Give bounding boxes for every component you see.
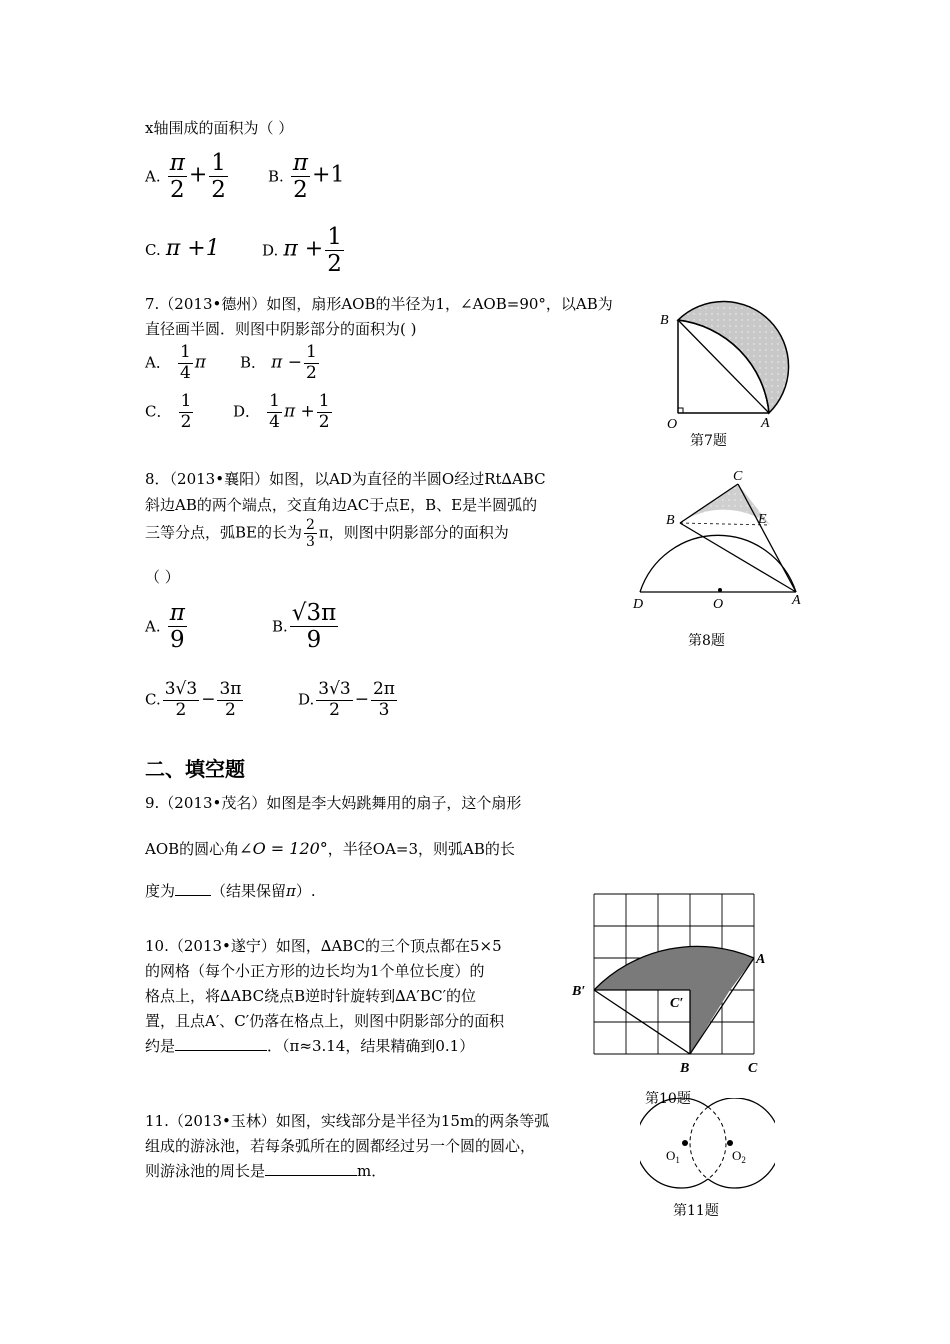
label-o: O bbox=[713, 597, 724, 612]
text: 则游泳池的周长是 bbox=[145, 1162, 266, 1180]
answer-blank[interactable] bbox=[175, 1050, 267, 1051]
q7-option-b bbox=[240, 343, 321, 383]
segment-ba bbox=[680, 523, 796, 592]
option-label: A． bbox=[145, 353, 171, 372]
center-o2 bbox=[727, 1140, 733, 1146]
fraction: $\frac{3√3}{2}$ bbox=[164, 679, 198, 720]
q8-option-b bbox=[272, 600, 340, 654]
q7-option-d bbox=[233, 392, 334, 432]
center-point bbox=[718, 588, 722, 592]
option-label: C. bbox=[145, 241, 161, 259]
q7-line2: 直径画半圆．则图中阴影部分的面积为( ) bbox=[145, 320, 417, 338]
label-c-prime: C′ bbox=[670, 996, 684, 1011]
q8-line2: 斜边AB的两个端点，交直角边AC于点E，B、E是半圆弧的 bbox=[145, 496, 538, 514]
option-label: A. bbox=[145, 167, 161, 186]
segment-be bbox=[680, 523, 770, 525]
text: m． bbox=[357, 1162, 387, 1180]
option-label: D． bbox=[233, 402, 261, 421]
q10-line4: 置，且点A′、C′仍落在格点上，则图中阴影部分的面积 bbox=[145, 1012, 505, 1030]
q8-caption: 第8题 bbox=[688, 633, 725, 649]
label-d: D bbox=[633, 597, 644, 612]
text: ，半径OA=3，则弧AB的长 bbox=[327, 840, 515, 858]
text: AOB的圆心角 bbox=[145, 840, 240, 858]
fraction: $\frac{√3\pi}{9}$ bbox=[291, 600, 337, 654]
expression: +1 bbox=[312, 162, 345, 188]
text: π，则图中阴影部分的面积为 bbox=[318, 523, 509, 542]
expression: π bbox=[194, 352, 206, 373]
semicircle-arc bbox=[640, 535, 796, 592]
q7-option-c bbox=[145, 392, 195, 432]
q8-line1: 8．（2013•襄阳）如图，以AD为直径的半圆O经过Rt∆ABC bbox=[145, 470, 546, 488]
option-label: B． bbox=[240, 353, 267, 372]
fraction: $\frac{2}{3}$ bbox=[305, 517, 315, 551]
label-b: B bbox=[666, 513, 675, 528]
q8-option-a bbox=[145, 600, 189, 654]
label-c: C bbox=[733, 469, 743, 484]
expression: π − bbox=[271, 352, 302, 373]
left-arc-solid bbox=[640, 1098, 708, 1188]
label-a: A bbox=[761, 416, 770, 431]
option-label: C． bbox=[145, 402, 172, 421]
right-arc-dashed bbox=[690, 1107, 708, 1179]
q6-option-d bbox=[262, 224, 346, 278]
q7-line1: 7.（2013•德州）如图，扇形AOB的半径为1，∠AOB=90°，以AB为 bbox=[145, 295, 613, 313]
fraction: $\frac{1}{2}$ bbox=[318, 391, 330, 432]
q10-line1: 10.（2013•遂宁）如图，∆ABC的三个顶点都在5×5 bbox=[145, 937, 502, 955]
fraction: $\frac{1}{2}$ bbox=[305, 342, 317, 383]
right-arc-solid bbox=[708, 1098, 775, 1188]
text: 约是 bbox=[145, 1037, 176, 1055]
option-label: C. bbox=[145, 690, 161, 709]
option-label: D. bbox=[262, 241, 279, 260]
fraction: $\frac{\pi}{2}$ bbox=[292, 150, 309, 204]
label-o: O bbox=[667, 417, 678, 432]
left-arc-dashed bbox=[708, 1107, 726, 1179]
q10-line2: 的网格（每个小正方形的边长均为1个单位长度）的 bbox=[145, 962, 485, 980]
q10-figure bbox=[570, 885, 780, 1085]
plus-sign: + bbox=[188, 162, 208, 188]
answer-blank[interactable] bbox=[265, 1175, 357, 1176]
fraction: $\frac{1}{4}$ bbox=[179, 342, 191, 383]
label-o1: $O_1$ bbox=[666, 1148, 680, 1165]
q10-line5 bbox=[145, 1035, 474, 1056]
fraction: $\frac{3\pi}{2}$ bbox=[219, 679, 242, 720]
fraction: $\frac{3√3}{2}$ bbox=[318, 679, 351, 720]
q8-line3 bbox=[145, 517, 509, 550]
fraction: $\frac{1}{2}$ bbox=[327, 224, 342, 278]
option-label: D. bbox=[298, 690, 315, 709]
text: 度为 bbox=[145, 882, 176, 900]
label-a: A bbox=[756, 952, 766, 967]
label-o2: $O_2$ bbox=[732, 1148, 746, 1165]
fraction: $\frac{2\pi}{3}$ bbox=[372, 679, 395, 720]
segment-ca bbox=[738, 484, 796, 592]
label-b: B bbox=[680, 1061, 690, 1076]
q8-line4: （ ） bbox=[145, 568, 180, 586]
q8-option-d bbox=[298, 680, 399, 720]
q9-line2 bbox=[145, 838, 515, 859]
minus-sign: − bbox=[201, 689, 216, 710]
expression: π + bbox=[283, 401, 315, 422]
q6-option-c bbox=[145, 236, 220, 261]
minus-sign: − bbox=[354, 689, 369, 710]
angle-expression: ∠O = 120° bbox=[239, 839, 328, 858]
q11-line1: 11.（2013•玉林）如图，实线部分是半径为15m的两条等弧 bbox=[145, 1112, 550, 1130]
q7-option-a bbox=[145, 343, 206, 383]
q9-line3 bbox=[145, 880, 316, 901]
q11-caption: 第11题 bbox=[673, 1203, 719, 1219]
option-label: B. bbox=[268, 167, 284, 186]
q7-figure bbox=[650, 300, 800, 450]
option-label: A. bbox=[145, 617, 161, 636]
option-label: B. bbox=[272, 617, 288, 636]
answer-blank[interactable] bbox=[175, 895, 211, 896]
text: 三等分点，弧BE的长为 bbox=[145, 523, 302, 542]
shaded-lune bbox=[678, 301, 789, 413]
expression: π +1 bbox=[165, 236, 220, 261]
q8-figure bbox=[625, 468, 815, 618]
q11-line3 bbox=[145, 1160, 386, 1181]
fraction: $\frac{\pi}{9}$ bbox=[169, 600, 185, 654]
q6-option-a bbox=[145, 150, 230, 204]
q6-option-b bbox=[268, 150, 344, 204]
q11-line2: 组成的游泳池，若每条弧所在的圆都经过另一个圆的圆心， bbox=[145, 1137, 536, 1155]
label-c: C bbox=[748, 1061, 758, 1076]
q11-figure bbox=[640, 1098, 775, 1198]
label-a: A bbox=[792, 593, 801, 608]
expression: π + bbox=[283, 236, 324, 262]
q6-stem-tail: x轴围成的面积为（ ） bbox=[145, 119, 294, 137]
text: ．（π≈3.14，结果精确到0.1） bbox=[267, 1037, 475, 1055]
section-title: 二、填空题 bbox=[145, 757, 245, 781]
fraction: $\frac{1}{2}$ bbox=[180, 391, 192, 432]
q8-option-c bbox=[145, 680, 245, 720]
pi-symbol: π bbox=[286, 882, 296, 900]
label-b-prime: B′ bbox=[572, 984, 586, 999]
q10-line3: 格点上，将∆ABC绕点B逆时针旋转到∆A′BC′的位 bbox=[145, 987, 477, 1005]
text: ）. bbox=[295, 882, 316, 900]
fraction: $\frac{1}{2}$ bbox=[211, 150, 226, 204]
center-o1 bbox=[682, 1140, 688, 1146]
fraction: $\frac{1}{4}$ bbox=[269, 391, 280, 432]
q7-caption: 第7题 bbox=[690, 433, 727, 449]
q10-caption: 第10题 bbox=[645, 1091, 691, 1107]
label-b: B bbox=[660, 313, 669, 328]
fraction: $\frac{\pi}{2}$ bbox=[169, 150, 185, 204]
text: （结果保留 bbox=[211, 882, 287, 900]
label-e: E bbox=[758, 512, 767, 527]
q9-line1: 9.（2013•茂名）如图是李大妈跳舞用的扇子，这个扇形 bbox=[145, 794, 522, 812]
